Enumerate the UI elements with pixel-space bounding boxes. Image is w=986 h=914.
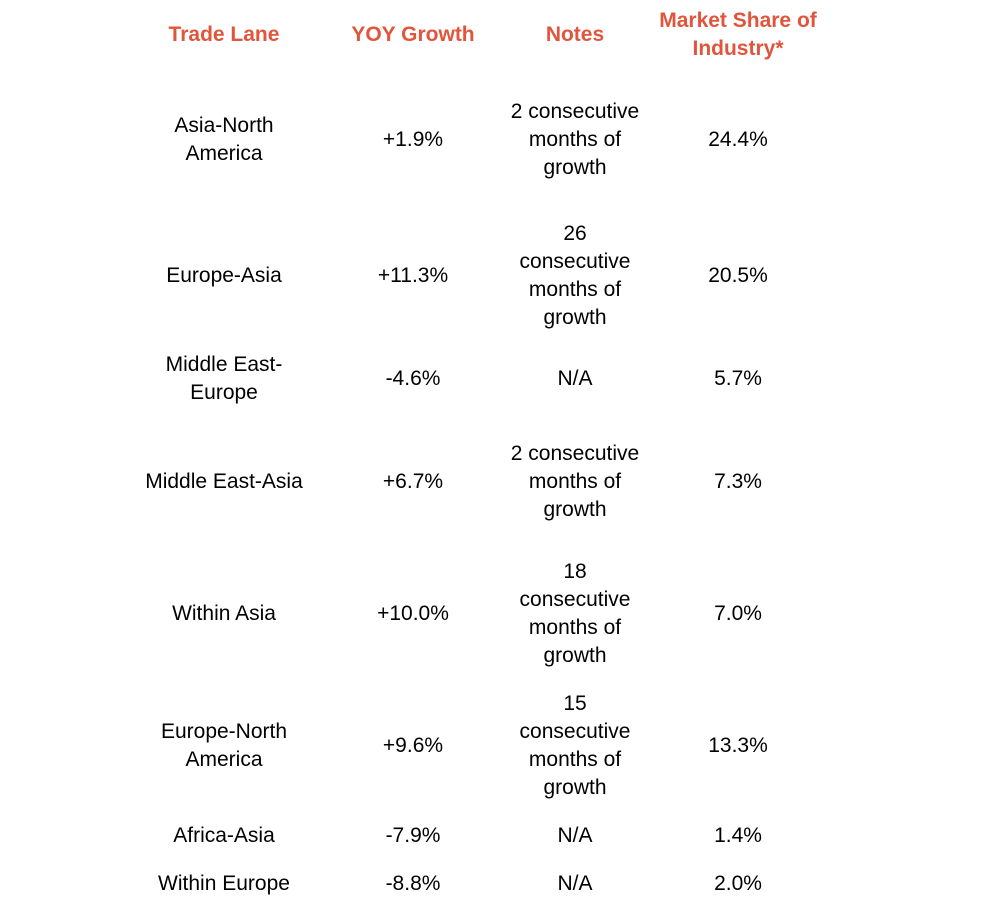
market-share-cell: 13.3% [708,734,768,757]
trade-lane-table [124,0,828,908]
yoy-growth-cell: -4.6% [385,367,441,390]
notes-cell: N/A [557,367,593,390]
trade-lane-cell: Within Europe [158,872,290,895]
notes-cell: N/A [557,824,593,847]
notes-cell: 2 consecutive months of growth [510,442,640,521]
header-row [124,0,828,70]
yoy-growth-cell: +9.6% [382,734,444,757]
notes-cell: 26 consecutive months of growth [519,222,631,329]
yoy-growth-cell: +1.9% [382,128,444,151]
market-share-cell: 24.4% [708,128,768,151]
table-row [124,70,828,210]
table-row [124,548,828,680]
table-row [124,680,828,812]
table-row [124,860,828,908]
trade-lane-cell: Europe-North America [160,720,288,771]
table-row [124,416,828,548]
header-market-share: Market Share of Industry* [659,9,817,60]
notes-cell: 18 consecutive months of growth [519,560,631,667]
market-share-cell: 5.7% [714,367,762,390]
table-row [124,210,828,342]
trade-lane-cell: Middle East-Europe [165,353,283,404]
yoy-growth-cell: -7.9% [385,824,441,847]
table-row [124,812,828,860]
header-yoy-growth: YOY Growth [351,23,475,46]
trade-lane-cell: Within Asia [172,602,276,625]
trade-lane-cell: Asia-North America [174,114,274,165]
yoy-growth-cell: +6.7% [382,470,444,493]
yoy-growth-cell: +10.0% [377,602,449,625]
yoy-growth-cell: -8.8% [385,872,441,895]
trade-lane-cell: Middle East-Asia [145,470,303,493]
notes-cell: 15 consecutive months of growth [519,692,631,799]
market-share-cell: 20.5% [708,264,768,287]
notes-cell: N/A [557,872,593,895]
market-share-cell: 1.4% [714,824,762,847]
header-trade-lane: Trade Lane [168,23,280,46]
header-notes: Notes [545,23,605,46]
trade-lane-cell: Africa-Asia [173,824,275,847]
trade-lane-cell: Europe-Asia [166,264,282,287]
market-share-cell: 7.3% [714,470,762,493]
market-share-cell: 7.0% [714,602,762,625]
table-row [124,342,828,416]
yoy-growth-cell: +11.3% [377,264,449,287]
notes-cell: 2 consecutive months of growth [510,100,640,179]
market-share-cell: 2.0% [714,872,762,895]
